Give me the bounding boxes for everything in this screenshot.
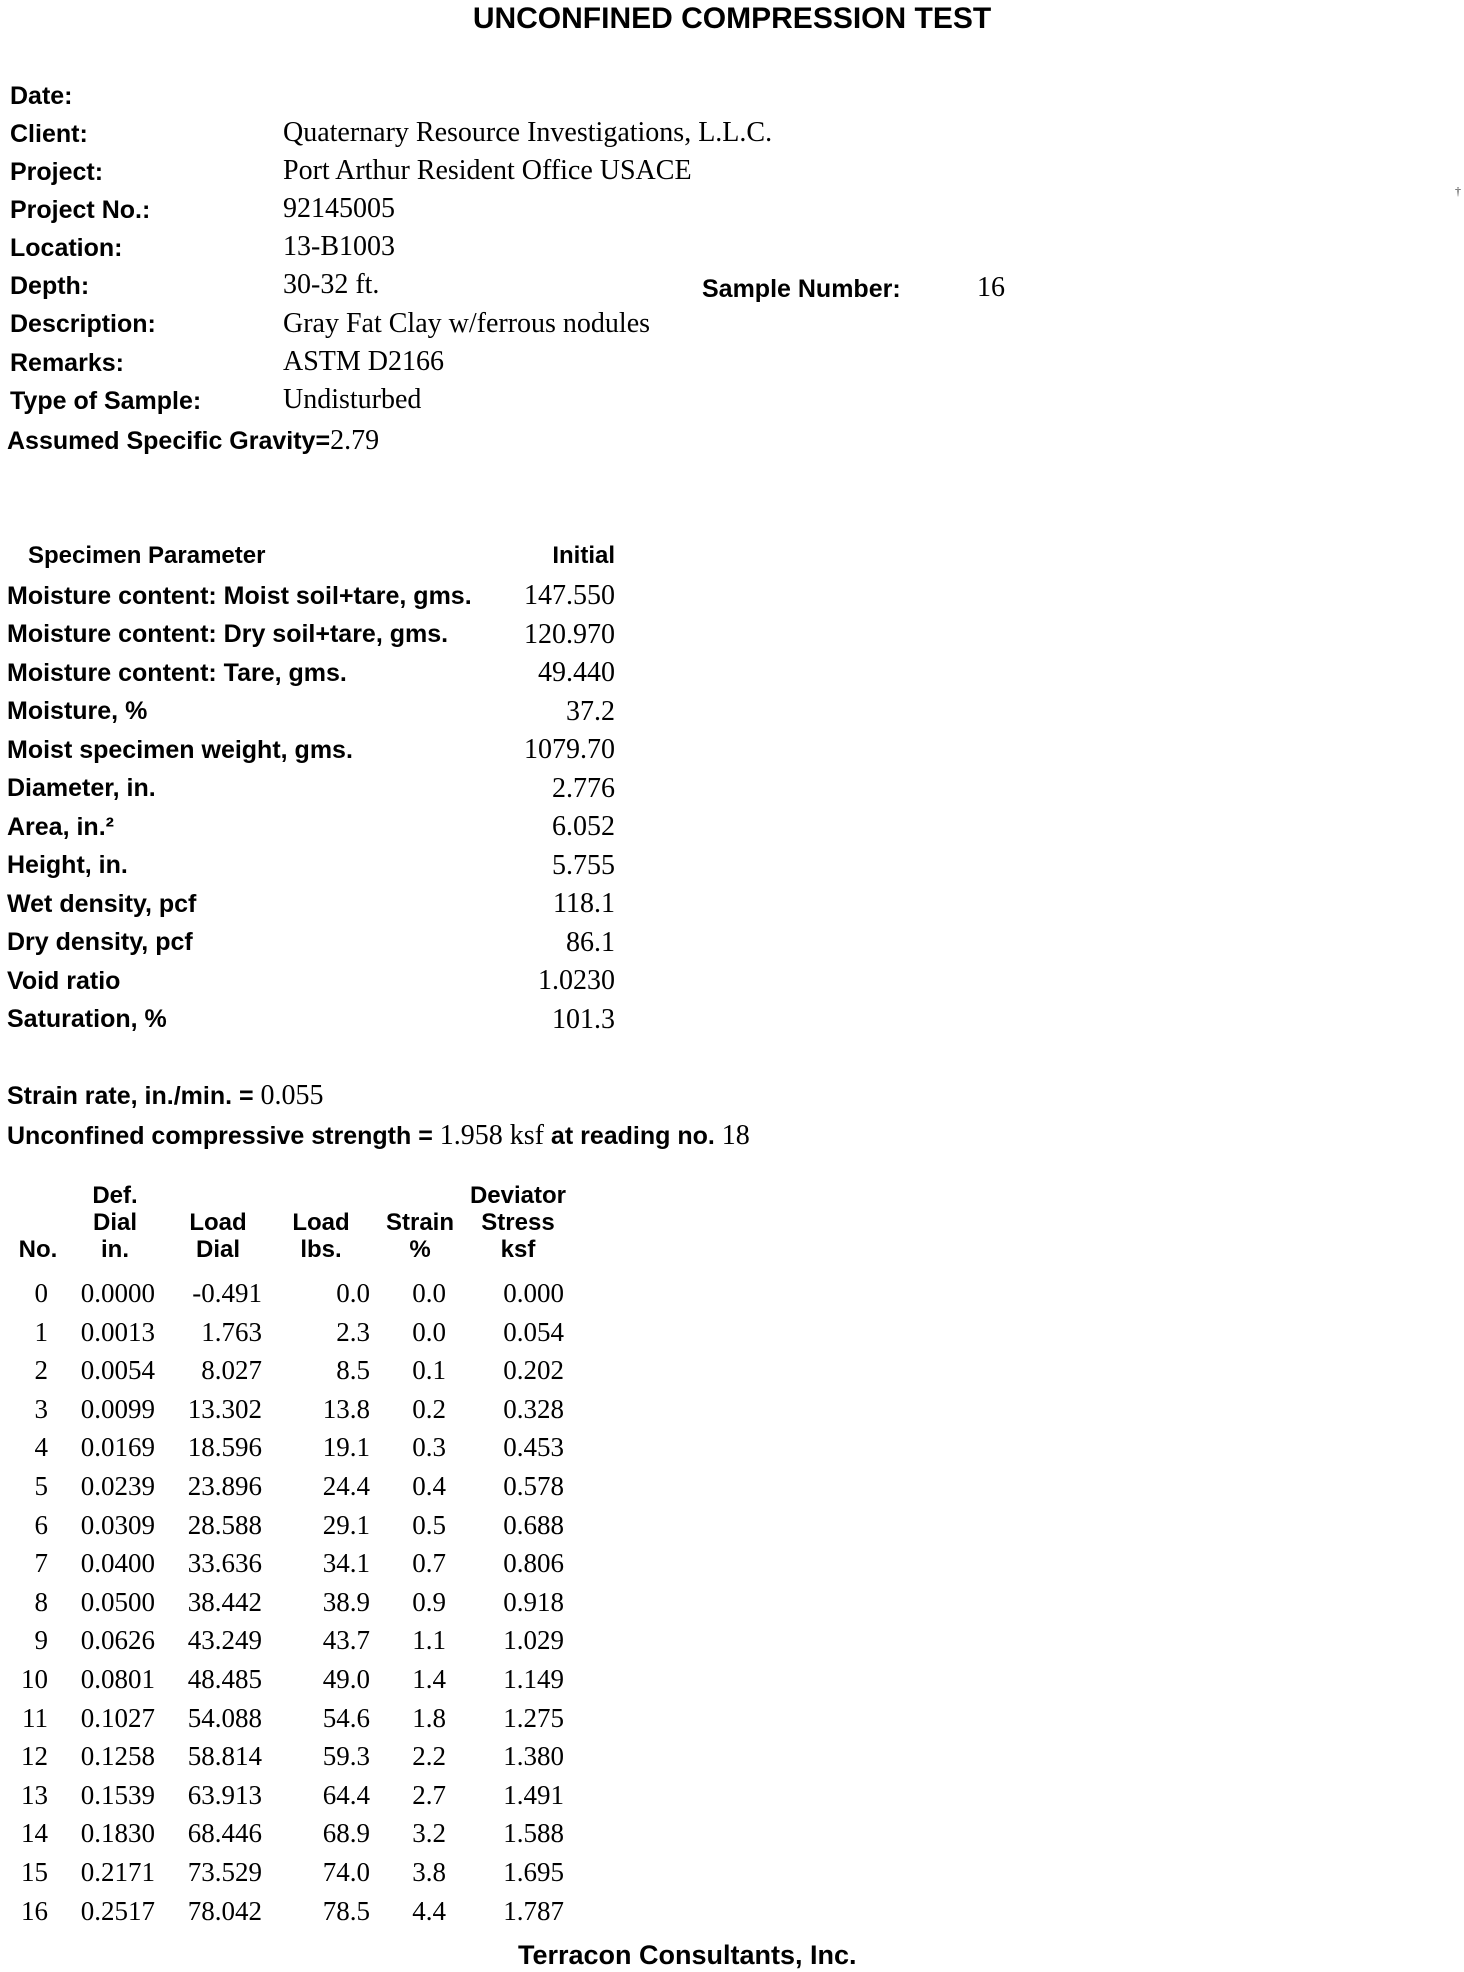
stray-scan-mark: † (1455, 184, 1461, 198)
cell-def-dial: 0.2517 (80, 1896, 155, 1926)
cell-load-dial: 33.636 (187, 1548, 262, 1578)
ucs-value: 1.958 ksf (439, 1120, 544, 1151)
param-value: 86.1 (566, 927, 615, 958)
cell-no: 13 (21, 1780, 48, 1810)
cell-def-dial: 0.0801 (80, 1664, 155, 1694)
remarks-value: ASTM D2166 (283, 346, 445, 377)
cell-def-dial: 0.1027 (80, 1703, 155, 1733)
param-label: Moisture, % (7, 697, 148, 725)
param-label: Moisture content: Moist soil+tare, gms. (7, 582, 472, 610)
cell-load-lbs: 38.9 (322, 1587, 370, 1617)
cell-def-dial: 0.0054 (80, 1355, 155, 1385)
type-of-sample-label: Type of Sample: (10, 387, 202, 415)
ucs-line (7, 1120, 750, 1152)
param-value: 118.1 (553, 888, 615, 919)
cell-def-dial: 0.0169 (80, 1432, 155, 1462)
ucs-reading: 18 (721, 1120, 750, 1151)
project-no-value: 92145005 (283, 193, 395, 224)
cell-strain: 1.1 (412, 1625, 446, 1655)
cell-strain: 2.2 (412, 1741, 446, 1771)
cell-def-dial: 0.0626 (80, 1625, 155, 1655)
cell-no: 4 (34, 1432, 48, 1462)
cell-load-lbs: 29.1 (322, 1510, 370, 1540)
cell-strain: 0.0 (412, 1317, 446, 1347)
strain-rate-value: 0.055 (260, 1080, 324, 1111)
cell-strain: 3.8 (412, 1857, 446, 1887)
cell-deviator-stress: 1.380 (503, 1741, 564, 1771)
cell-no: 3 (34, 1394, 48, 1424)
param-label: Moisture content: Tare, gms. (7, 659, 347, 687)
cell-load-dial: 1.763 (201, 1317, 262, 1347)
cell-deviator-stress: 0.578 (503, 1471, 564, 1501)
param-label: Moisture content: Dry soil+tare, gms. (7, 620, 449, 648)
initial-header: Initial (552, 542, 615, 569)
cell-load-lbs: 43.7 (322, 1625, 370, 1655)
param-label: Diameter, in. (7, 774, 156, 802)
cell-load-dial: 78.042 (187, 1896, 262, 1926)
cell-deviator-stress: 1.491 (503, 1780, 564, 1810)
depth-label: Depth: (10, 272, 90, 300)
cell-def-dial: 0.0500 (80, 1587, 155, 1617)
cell-load-lbs: 49.0 (322, 1664, 370, 1694)
client-label: Client: (10, 120, 88, 148)
remarks-label: Remarks: (10, 349, 124, 377)
cell-deviator-stress: 1.588 (503, 1818, 564, 1848)
ucs-label: Unconfined compressive strength = (7, 1122, 440, 1150)
cell-no: 14 (21, 1818, 48, 1848)
cell-load-dial: 68.446 (187, 1818, 262, 1848)
cell-deviator-stress: 0.202 (503, 1355, 564, 1385)
date-label: Date: (10, 82, 73, 110)
cell-deviator-stress: 1.695 (503, 1857, 564, 1887)
location-label: Location: (10, 234, 123, 262)
cell-deviator-stress: 0.054 (503, 1317, 564, 1347)
param-label: Area, in.² (7, 813, 114, 841)
depth-value: 30-32 ft. (283, 269, 380, 300)
cell-load-dial: 23.896 (187, 1471, 262, 1501)
cell-strain: 1.4 (412, 1664, 446, 1694)
cell-no: 1 (34, 1317, 48, 1347)
cell-def-dial: 0.0309 (80, 1510, 155, 1540)
cell-no: 9 (34, 1625, 48, 1655)
cell-strain: 2.7 (412, 1780, 446, 1810)
param-value: 2.776 (552, 773, 615, 804)
param-label: Height, in. (7, 851, 128, 879)
cell-no: 10 (21, 1664, 48, 1694)
cell-strain: 0.9 (412, 1587, 446, 1617)
cell-load-lbs: 54.6 (322, 1703, 370, 1733)
cell-load-dial: 58.814 (187, 1741, 262, 1771)
cell-strain: 0.2 (412, 1394, 446, 1424)
cell-load-dial: 63.913 (187, 1780, 262, 1810)
cell-def-dial: 0.0013 (80, 1317, 155, 1347)
param-value: 147.550 (524, 580, 615, 611)
cell-load-lbs: 24.4 (322, 1471, 370, 1501)
description-label: Description: (10, 310, 156, 338)
param-value: 120.970 (524, 619, 615, 650)
param-label: Dry density, pcf (7, 928, 193, 956)
cell-no: 8 (34, 1587, 48, 1617)
location-value: 13-B1003 (283, 231, 395, 262)
cell-load-lbs: 68.9 (322, 1818, 370, 1848)
col-header-deviator-stress: Deviator Stress ksf (469, 1182, 567, 1263)
page-title: UNCONFINED COMPRESSION TEST (472, 2, 992, 35)
strain-rate-label: Strain rate, in./min. = (7, 1082, 261, 1110)
cell-load-lbs: 8.5 (336, 1355, 370, 1385)
cell-def-dial: 0.0099 (80, 1394, 155, 1424)
param-value: 5.755 (552, 850, 615, 881)
cell-load-dial: 54.088 (187, 1703, 262, 1733)
cell-load-lbs: 19.1 (322, 1432, 370, 1462)
description-value: Gray Fat Clay w/ferrous nodules (283, 308, 651, 339)
cell-deviator-stress: 0.918 (503, 1587, 564, 1617)
cell-def-dial: 0.0400 (80, 1548, 155, 1578)
cell-no: 15 (21, 1857, 48, 1887)
param-value: 49.440 (538, 657, 615, 688)
specific-gravity-line (7, 425, 379, 457)
cell-load-dial: 13.302 (187, 1394, 262, 1424)
cell-deviator-stress: 0.688 (503, 1510, 564, 1540)
strain-rate-line (7, 1080, 324, 1112)
cell-load-lbs: 0.0 (336, 1278, 370, 1308)
cell-load-dial: 73.529 (187, 1857, 262, 1887)
sample-number-label: Sample Number: (702, 275, 901, 303)
cell-load-lbs: 59.3 (322, 1741, 370, 1771)
col-header-load-lbs: Load lbs. (292, 1209, 350, 1263)
cell-load-dial: 38.442 (187, 1587, 262, 1617)
type-of-sample-value: Undisturbed (283, 384, 422, 415)
cell-no: 6 (34, 1510, 48, 1540)
param-label: Saturation, % (7, 1005, 167, 1033)
cell-def-dial: 0.1258 (80, 1741, 155, 1771)
project-value: Port Arthur Resident Office USACE (283, 155, 692, 186)
cell-deviator-stress: 0.000 (503, 1278, 564, 1308)
param-label: Void ratio (7, 967, 121, 995)
cell-load-lbs: 74.0 (322, 1857, 370, 1887)
cell-load-dial: 18.596 (187, 1432, 262, 1462)
param-value: 101.3 (552, 1004, 615, 1035)
cell-load-lbs: 64.4 (322, 1780, 370, 1810)
cell-load-dial: -0.491 (192, 1278, 262, 1308)
cell-no: 7 (34, 1548, 48, 1578)
specific-gravity-label: Assumed Specific Gravity= (7, 427, 331, 455)
cell-def-dial: 0.0000 (80, 1278, 155, 1308)
cell-def-dial: 0.2171 (80, 1857, 155, 1887)
cell-load-lbs: 34.1 (322, 1548, 370, 1578)
cell-deviator-stress: 1.275 (503, 1703, 564, 1733)
cell-deviator-stress: 1.787 (503, 1896, 564, 1926)
cell-load-lbs: 13.8 (322, 1394, 370, 1424)
cell-no: 0 (34, 1278, 48, 1308)
param-label: Wet density, pcf (7, 890, 197, 918)
cell-strain: 0.7 (412, 1548, 446, 1578)
cell-deviator-stress: 1.149 (503, 1664, 564, 1694)
cell-def-dial: 0.1539 (80, 1780, 155, 1810)
param-label: Moist specimen weight, gms. (7, 736, 353, 764)
cell-strain: 0.4 (412, 1471, 446, 1501)
specimen-parameter-header: Specimen Parameter (28, 542, 266, 569)
cell-strain: 3.2 (412, 1818, 446, 1848)
param-value: 1.0230 (538, 965, 615, 996)
client-value: Quaternary Resource Investigations, L.L.C. (283, 117, 773, 148)
project-label: Project: (10, 158, 104, 186)
cell-strain: 0.5 (412, 1510, 446, 1540)
sample-number-value: 16 (977, 272, 1005, 303)
cell-load-dial: 8.027 (201, 1355, 262, 1385)
specific-gravity-value: 2.79 (330, 425, 380, 456)
cell-load-lbs: 2.3 (336, 1317, 370, 1347)
cell-no: 12 (21, 1741, 48, 1771)
cell-strain: 0.0 (412, 1278, 446, 1308)
cell-deviator-stress: 0.806 (503, 1548, 564, 1578)
company-footer: Terracon Consultants, Inc. (518, 1940, 857, 1970)
cell-def-dial: 0.1830 (80, 1818, 155, 1848)
cell-strain: 4.4 (412, 1896, 446, 1926)
cell-strain: 0.1 (412, 1355, 446, 1385)
param-value: 37.2 (566, 696, 615, 727)
col-header-def-dial: Def. Dial in. (92, 1182, 138, 1263)
cell-def-dial: 0.0239 (80, 1471, 155, 1501)
cell-deviator-stress: 1.029 (503, 1625, 564, 1655)
cell-strain: 0.3 (412, 1432, 446, 1462)
cell-no: 11 (22, 1703, 48, 1733)
project-no-label: Project No.: (10, 196, 151, 224)
cell-no: 2 (34, 1355, 48, 1385)
param-value: 6.052 (552, 811, 615, 842)
col-header-no: No. (18, 1236, 58, 1263)
col-header-strain: Strain % (385, 1209, 454, 1263)
ucs-mid-label: at reading no. (543, 1122, 722, 1150)
cell-no: 5 (34, 1471, 48, 1501)
col-header-load-dial: Load Dial (189, 1209, 247, 1263)
cell-deviator-stress: 0.328 (503, 1394, 564, 1424)
cell-load-dial: 48.485 (187, 1664, 262, 1694)
cell-load-lbs: 78.5 (322, 1896, 370, 1926)
cell-load-dial: 43.249 (187, 1625, 262, 1655)
param-value: 1079.70 (524, 734, 615, 765)
cell-no: 16 (21, 1896, 48, 1926)
cell-load-dial: 28.588 (187, 1510, 262, 1540)
cell-strain: 1.8 (412, 1703, 446, 1733)
cell-deviator-stress: 0.453 (503, 1432, 564, 1462)
